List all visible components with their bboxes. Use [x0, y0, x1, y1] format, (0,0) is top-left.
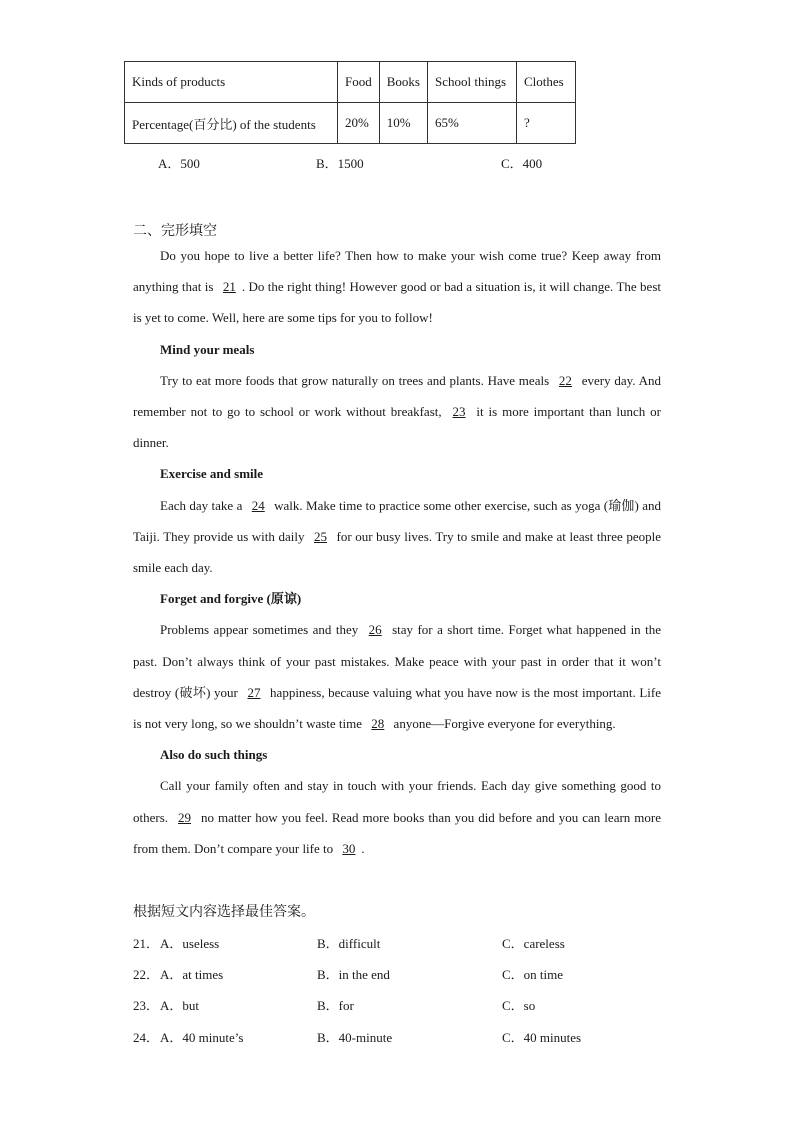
passage-paragraph: Problems appear sometimes and they 26 stay for a short time. Forget what happened in the past. Don’t always think of your past mistakes. Make peace with your past in order that it won’t destroy (破坏) your 27 happiness, because valuing what you have now is the most important. Life is not very long, so we shouldn’t waste time 28 anyone—Forgive everyone for everything. [133, 614, 661, 739]
passage-paragraph: Each day take a 24 walk. Make time to practice some other exercise, such as yoga (瑜伽) and Taiji. They provide us with daily 25 for our busy lives. Try to smile and make at least three people smile each day. [133, 490, 661, 584]
question-number: 22． [133, 967, 160, 982]
table-cell: Clothes [516, 62, 575, 103]
table-cell: ? [516, 103, 575, 144]
passage-paragraph: Try to eat more foods that grow naturally on trees and plants. Have meals 22 every day. And remember not to go to school or work without breakfast, 23 it is more important than lunch or dinner. [133, 365, 661, 459]
option-c: C．careless [502, 936, 565, 951]
blank-28: 28 [371, 716, 385, 732]
blank-25: 25 [314, 528, 327, 544]
option-c: C．400 [501, 156, 543, 171]
option-c: C．40 minutes [502, 1030, 582, 1045]
question-number: 24． [133, 1030, 160, 1045]
question-number: 21． [133, 936, 160, 951]
blank-27: 27 [247, 684, 261, 700]
heading-forget-forgive: Forget and forgive (原谅) [160, 591, 302, 607]
option-b: B．1500 [316, 156, 364, 171]
table-cell: 65% [427, 103, 516, 144]
option-b: B．in the end [317, 967, 390, 982]
table-cell: Books [379, 62, 427, 103]
passage-paragraph: Call your family often and stay in touch with your friends. Each day give something good to others. 29 no matter how you feel. Read more books than you did before and you can learn more from them. Don’t compare your life to 30 . [133, 770, 661, 864]
option-b: B．40-minute [317, 1030, 393, 1045]
option-b: B．for [317, 998, 354, 1013]
table-cell: School things [427, 62, 516, 103]
heading-exercise-smile: Exercise and smile [160, 466, 264, 482]
option-a: A．useless [160, 936, 220, 951]
passage-intro: Do you hope to live a better life? Then how to make your wish come true? Keep away from anything that is 21 . Do the right thing! However good or bad a situation is, it will change. The best is yet to come. Well, here are some tips for you to follow! [133, 248, 661, 326]
section-title: 二、完形填空 [133, 224, 217, 239]
heading-also-do: Also do such things [160, 747, 268, 763]
blank-29: 29 [178, 809, 192, 825]
table-cell: Food [338, 62, 380, 103]
option-a: A．40 minute’s [160, 1030, 244, 1045]
table-row [125, 103, 576, 144]
blank-22: 22 [558, 372, 572, 388]
table-cell: Percentage(百分比) of the students [125, 103, 338, 144]
table-cell: Kinds of products [125, 62, 338, 103]
option-a: A．at times [160, 967, 224, 982]
products-table [124, 61, 576, 144]
option-c: C．on time [502, 967, 564, 982]
instruction: 根据短文内容选择最佳答案。 [133, 905, 315, 920]
passage [133, 240, 661, 864]
table-header-row [125, 62, 576, 103]
blank-21: 21 [222, 279, 236, 295]
heading-mind-meals: Mind your meals [160, 341, 255, 357]
option-b: B．difficult [317, 936, 381, 951]
option-a: A．500 [158, 156, 200, 171]
blank-23: 23 [452, 404, 466, 420]
blank-26: 26 [368, 622, 382, 638]
blank-24: 24 [251, 497, 265, 513]
question-number: 23． [133, 998, 160, 1013]
option-c: C．so [502, 998, 536, 1013]
option-a: A．but [160, 998, 200, 1013]
table-cell: 10% [379, 103, 427, 144]
table-cell: 20% [338, 103, 380, 144]
blank-30: 30 [342, 840, 356, 856]
